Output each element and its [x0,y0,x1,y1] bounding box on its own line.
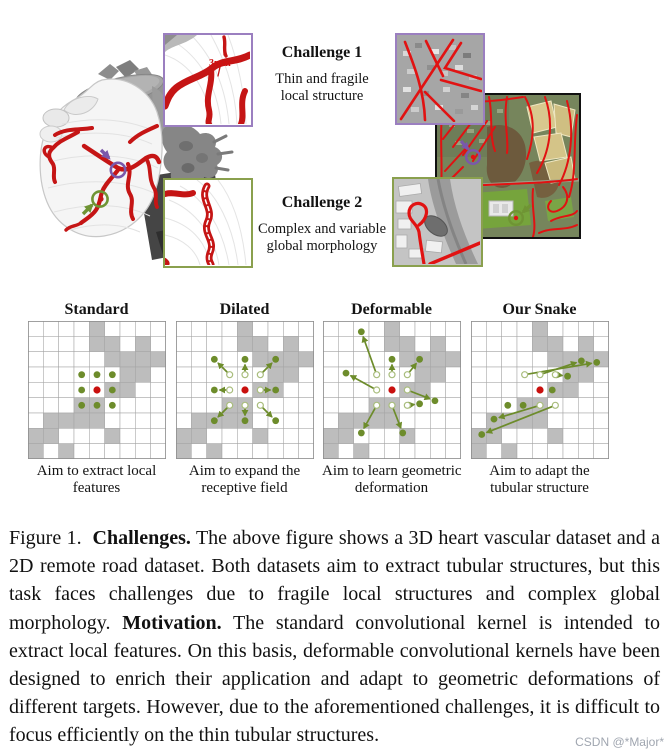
panel-standard [27,301,166,496]
panel-our-snake-title: Our Snake [502,301,577,318]
challenge-2-block [252,194,392,255]
snake-kernel-grid [471,321,609,459]
csdn-watermark: CSDN @*Major* [575,735,664,749]
panel-standard-caption: Aim to extract local features [36,463,157,496]
challenge-2-title: Challenge 2 [281,194,363,211]
heart-spiky-mass [162,124,232,186]
challenge-2-desc-line1: Complex and variable [257,221,387,237]
road-inset-thin-structure [395,33,485,125]
challenge-2-desc-line2: global morphology [266,238,378,254]
vessel-width-label: 3mm [209,58,231,69]
panel-standard-title: Standard [64,301,129,318]
dilated-kernel-grid [176,321,314,459]
inset1-striations [165,35,246,124]
inset1-vessels [165,37,250,124]
challenge-1-desc-line2: local structure [280,88,364,104]
heart-inset-thin-structure [163,33,253,127]
panel-dilated-caption: Aim to expand the receptive field [188,463,301,496]
green-circle-heart-dot [98,196,103,201]
green-circle-road-dot [514,216,518,220]
panel-deformable-title: Deformable [351,301,432,318]
panel-deformable [322,301,461,496]
heart-inset-morphology [163,178,253,268]
caption-bold-challenges: Challenges. [92,527,191,549]
standard-kernel-grid [28,321,166,459]
caption-prefix: Figure 1. [9,527,82,549]
purple-circle-road-dot [471,155,475,159]
panel-dilated [175,301,314,496]
deformable-kernel-grid [323,321,461,459]
figure-caption [9,524,660,750]
panel-dilated-title: Dilated [219,301,270,318]
panel-our-snake [470,301,609,496]
road-inset-morphology [392,177,483,267]
panel-deformable-caption: Aim to learn geometric deformation [322,463,462,496]
caption-text-2: The standard convolutional kernel is intended to extract local features. On this basis, deformable convolutional kernels have been designed to enrich their application and adapt to geometric deformations of different targets. However, due to the aforementioned challenges, it is difficult to focus efficiently on the thin tubular structures. [9,611,660,747]
panel-our-snake-caption: Aim to adapt the tubular structure [489,463,590,496]
challenge-1-block [252,44,392,105]
caption-bold-motivation: Motivation. [122,611,222,634]
challenge-1-desc-line1: Thin and fragile [275,71,369,87]
caption-text-1: The above figure shows a 3D heart vascular dataset and a 2D remote road dataset. Both datasets aim to extract tubular structures, but this task faces challenges due to fragile local structures and complex global morphology. [9,527,661,634]
heart-left-lump1 [43,109,69,127]
inset2-vessels [165,186,212,265]
challenge-1-title: Challenge 1 [281,44,363,61]
